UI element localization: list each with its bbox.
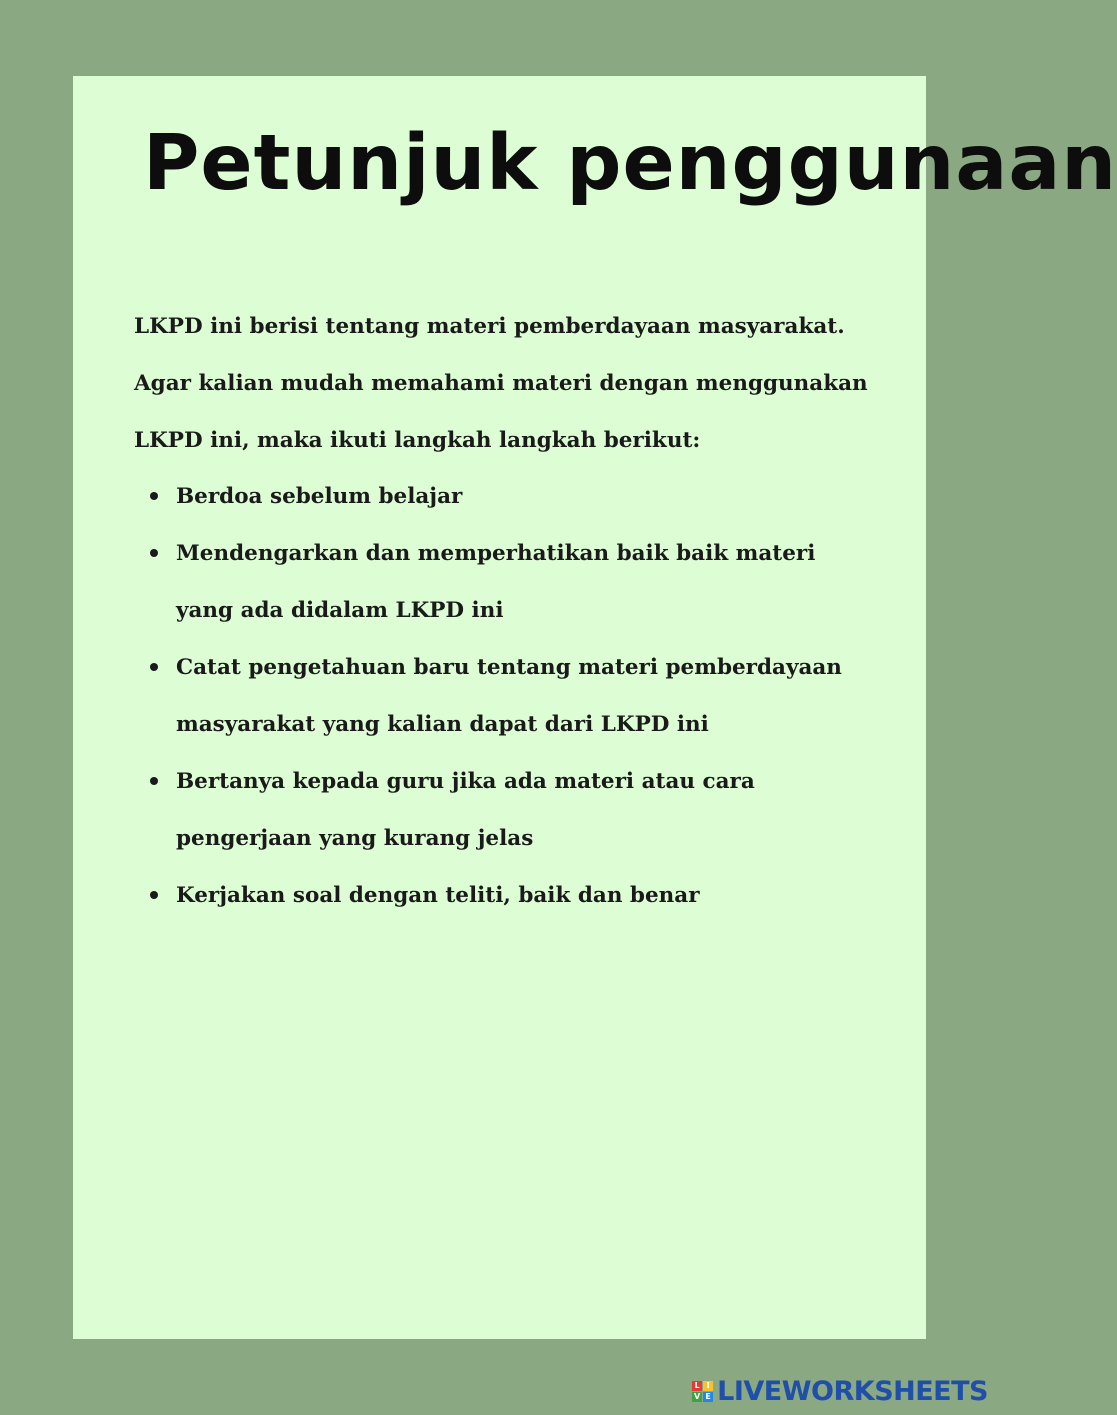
liveworksheets-watermark xyxy=(692,1376,988,1407)
bullet-icon xyxy=(150,891,158,899)
bullet-icon xyxy=(150,549,158,557)
page-title: Petunjuk penggunaan xyxy=(143,119,1117,208)
list-item xyxy=(176,753,876,867)
list-item-text: Mendengarkan dan memperhatikan baik baik materi yang ada didalam LKPD ini xyxy=(176,541,816,623)
bullet-icon xyxy=(150,663,158,671)
list-item-text: Catat pengetahuan baru tentang materi pemberdayaan masyarakat yang kalian dapat dari LKPD ini xyxy=(176,655,842,737)
logo-letter: I xyxy=(703,1381,713,1391)
logo-letter: E xyxy=(703,1392,713,1402)
logo-letter: L xyxy=(692,1381,702,1391)
intro-paragraph: LKPD ini berisi tentang materi pemberdayaan masyarakat. Agar kalian mudah memahami materi dengan menggunakan LKPD ini, maka ikuti langkah langkah berikut: xyxy=(134,314,868,453)
list-item-text: Bertanya kepada guru jika ada materi atau cara pengerjaan yang kurang jelas xyxy=(176,769,755,851)
worksheet-page xyxy=(73,76,1117,1339)
list-item xyxy=(176,639,876,753)
list-item xyxy=(176,525,876,639)
list-item xyxy=(176,867,876,924)
list-item xyxy=(176,468,876,525)
bullet-icon xyxy=(150,492,158,500)
bullet-icon xyxy=(150,777,158,785)
logo-letter: V xyxy=(694,1392,701,1401)
instruction-list xyxy=(176,468,876,924)
list-item-text: Kerjakan soal dengan teliti, baik dan benar xyxy=(176,883,700,908)
watermark-text: LIVEWORKSHEETS xyxy=(717,1376,988,1407)
liveworksheets-logo-icon xyxy=(692,1381,713,1402)
list-item-text: Berdoa sebelum belajar xyxy=(176,484,463,509)
